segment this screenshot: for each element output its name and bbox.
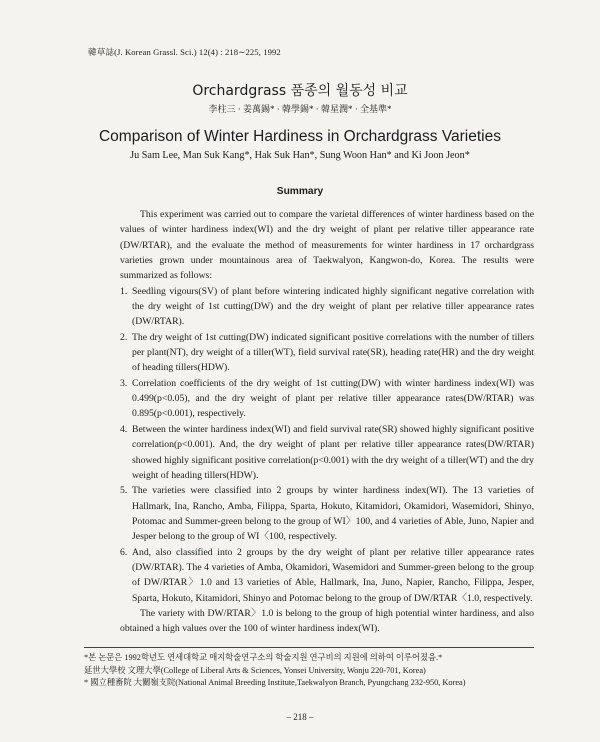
item-number: 3. xyxy=(120,377,128,389)
result-item xyxy=(120,422,534,483)
item-number: 1. xyxy=(120,285,128,297)
journal-citation: 韓草誌(J. Korean Grassl. Sci.) 12(4) : 218∼225, 1992 xyxy=(88,47,281,57)
intro-paragraph: This experiment was carried out to compare the varietal differences of winter hardiness based on the values of winter hardiness index(WI) and the dry weight of plant per relative tiller appearance rate (DW/RTAR), and the evaluate the method of measurements for winter hardiness in 17 orchardgrass varieties grown under mountainous area of Taekwalyon, Kangwon-do, Korea. The results were summarized as follows: xyxy=(120,209,534,282)
summary-body xyxy=(120,207,534,637)
result-item xyxy=(120,376,534,422)
footnote-affiliation-nabi: * 國立種畜院 大關嶺支院(National Animal Breeding Institute,Taekwalyon Branch, Pyungchang 232-950, Korea) xyxy=(84,678,466,688)
result-item xyxy=(120,284,534,330)
item-text: The dry weight of 1st cutting(DW) indicated significant positive correlations with the number of tillers per plant(NT), dry weight of a tiller(WT), field survival rate(SR), heading rate(HR) and the dry weight of heading tillers(HDW). xyxy=(132,331,534,374)
item-text: Between the winter hardiness index(WI) and field survival rate(SR) showed highly significant positive correlation(p<0.001). And, the dry weight of plant per relative tiller appearance rates(DW/RTAR) showed highly significant positive correlation(p<0.001) with the dry weight of a tiller(WT) and the dry weight of heading tillers(HDW). xyxy=(132,423,534,481)
page-number: – 218 – xyxy=(286,712,314,722)
result-item xyxy=(120,483,534,544)
footnote-funding: *본 논문은 1992학년도 연세대학교 매지학술연구소의 학술지원 연구비의 지원에 의하여 이루어졌음.* xyxy=(84,653,443,662)
english-title: Comparison of Winter Hardiness in Orchardgrass Varieties xyxy=(98,128,501,145)
item-text: The varieties were classified into 2 groups by winter hardiness index(WI). The 13 varieties of Hallmark, Ina, Rancho, Amba, Filippa, Sparta, Hokuto, Kitamidori, Okamidori, Wasemidori, Shinyo, Potomac and Summer-green belong to the group of WI〉100, and 4 varieties of Able, Juno, Napier and Jesper belong to the group of WI〈100, respectively. xyxy=(132,485,534,543)
item-text: Seedling vigours(SV) of plant before wintering indicated highly significant negative correlation with the dry weight of 1st cutting(DW) and the dry weight of plant per relative tiller appearance rates (DW/RTAR). xyxy=(132,285,534,328)
footnotes xyxy=(84,652,544,690)
item-number: 6. xyxy=(120,546,128,558)
korean-authors: 李柱三 · 姜萬錫* · 韓學錫* · 韓星潤* · 全基準* xyxy=(208,104,392,114)
result-item xyxy=(120,545,534,606)
item-text: And, also classified into 2 groups by the dry weight of plant per relative tiller appearance rates (DW/RTAR). The 4 varieties of Amba, Okamidori, Wasemidori and Summer-green belong to the group of DW/RTAR〉1.0 and 13 varieties of Able, Hallmark, Ina, Juno, Napier, Rancho, Filippa, Jesper, Sparta, Hokuto, Kitamidori, Shinyo and Potomac belong to the group of DW/RTAR〈1.0, respectively. xyxy=(132,546,534,604)
footnote-affiliation-yonsei: 延世大學校 文理大學(College of Liberal Arts & Sciences, Yonsei University, Wonju 220-701, Korea) xyxy=(84,665,426,675)
korean-title: Orchardgrass 품종의 월동성 비교 xyxy=(192,83,408,99)
summary-heading: Summary xyxy=(276,186,324,197)
english-authors: Ju Sam Lee, Man Suk Kang*, Hak Suk Han*, Sung Woon Han* and Ki Joon Jeon* xyxy=(130,150,470,161)
item-number: 4. xyxy=(120,423,128,435)
closing-paragraph: The variety with DW/RTAR〉1.0 is belong to the group of high potential winter hardiness, and also obtained a high values over the 100 of winter hardiness index(WI). xyxy=(120,607,534,635)
item-number: 5. xyxy=(120,485,128,497)
item-number: 2. xyxy=(120,331,128,343)
item-text: Correlation coefficients of the dry weight of 1st cutting(DW) with winter hardiness index(WI) was 0.499(p<0.05), and the dry weight of plant per relative tiller appearance rates(DW/RTAR) was 0.895(p<0.001), respectively. xyxy=(132,377,534,420)
result-item xyxy=(120,330,534,376)
footnote-divider xyxy=(84,647,534,648)
